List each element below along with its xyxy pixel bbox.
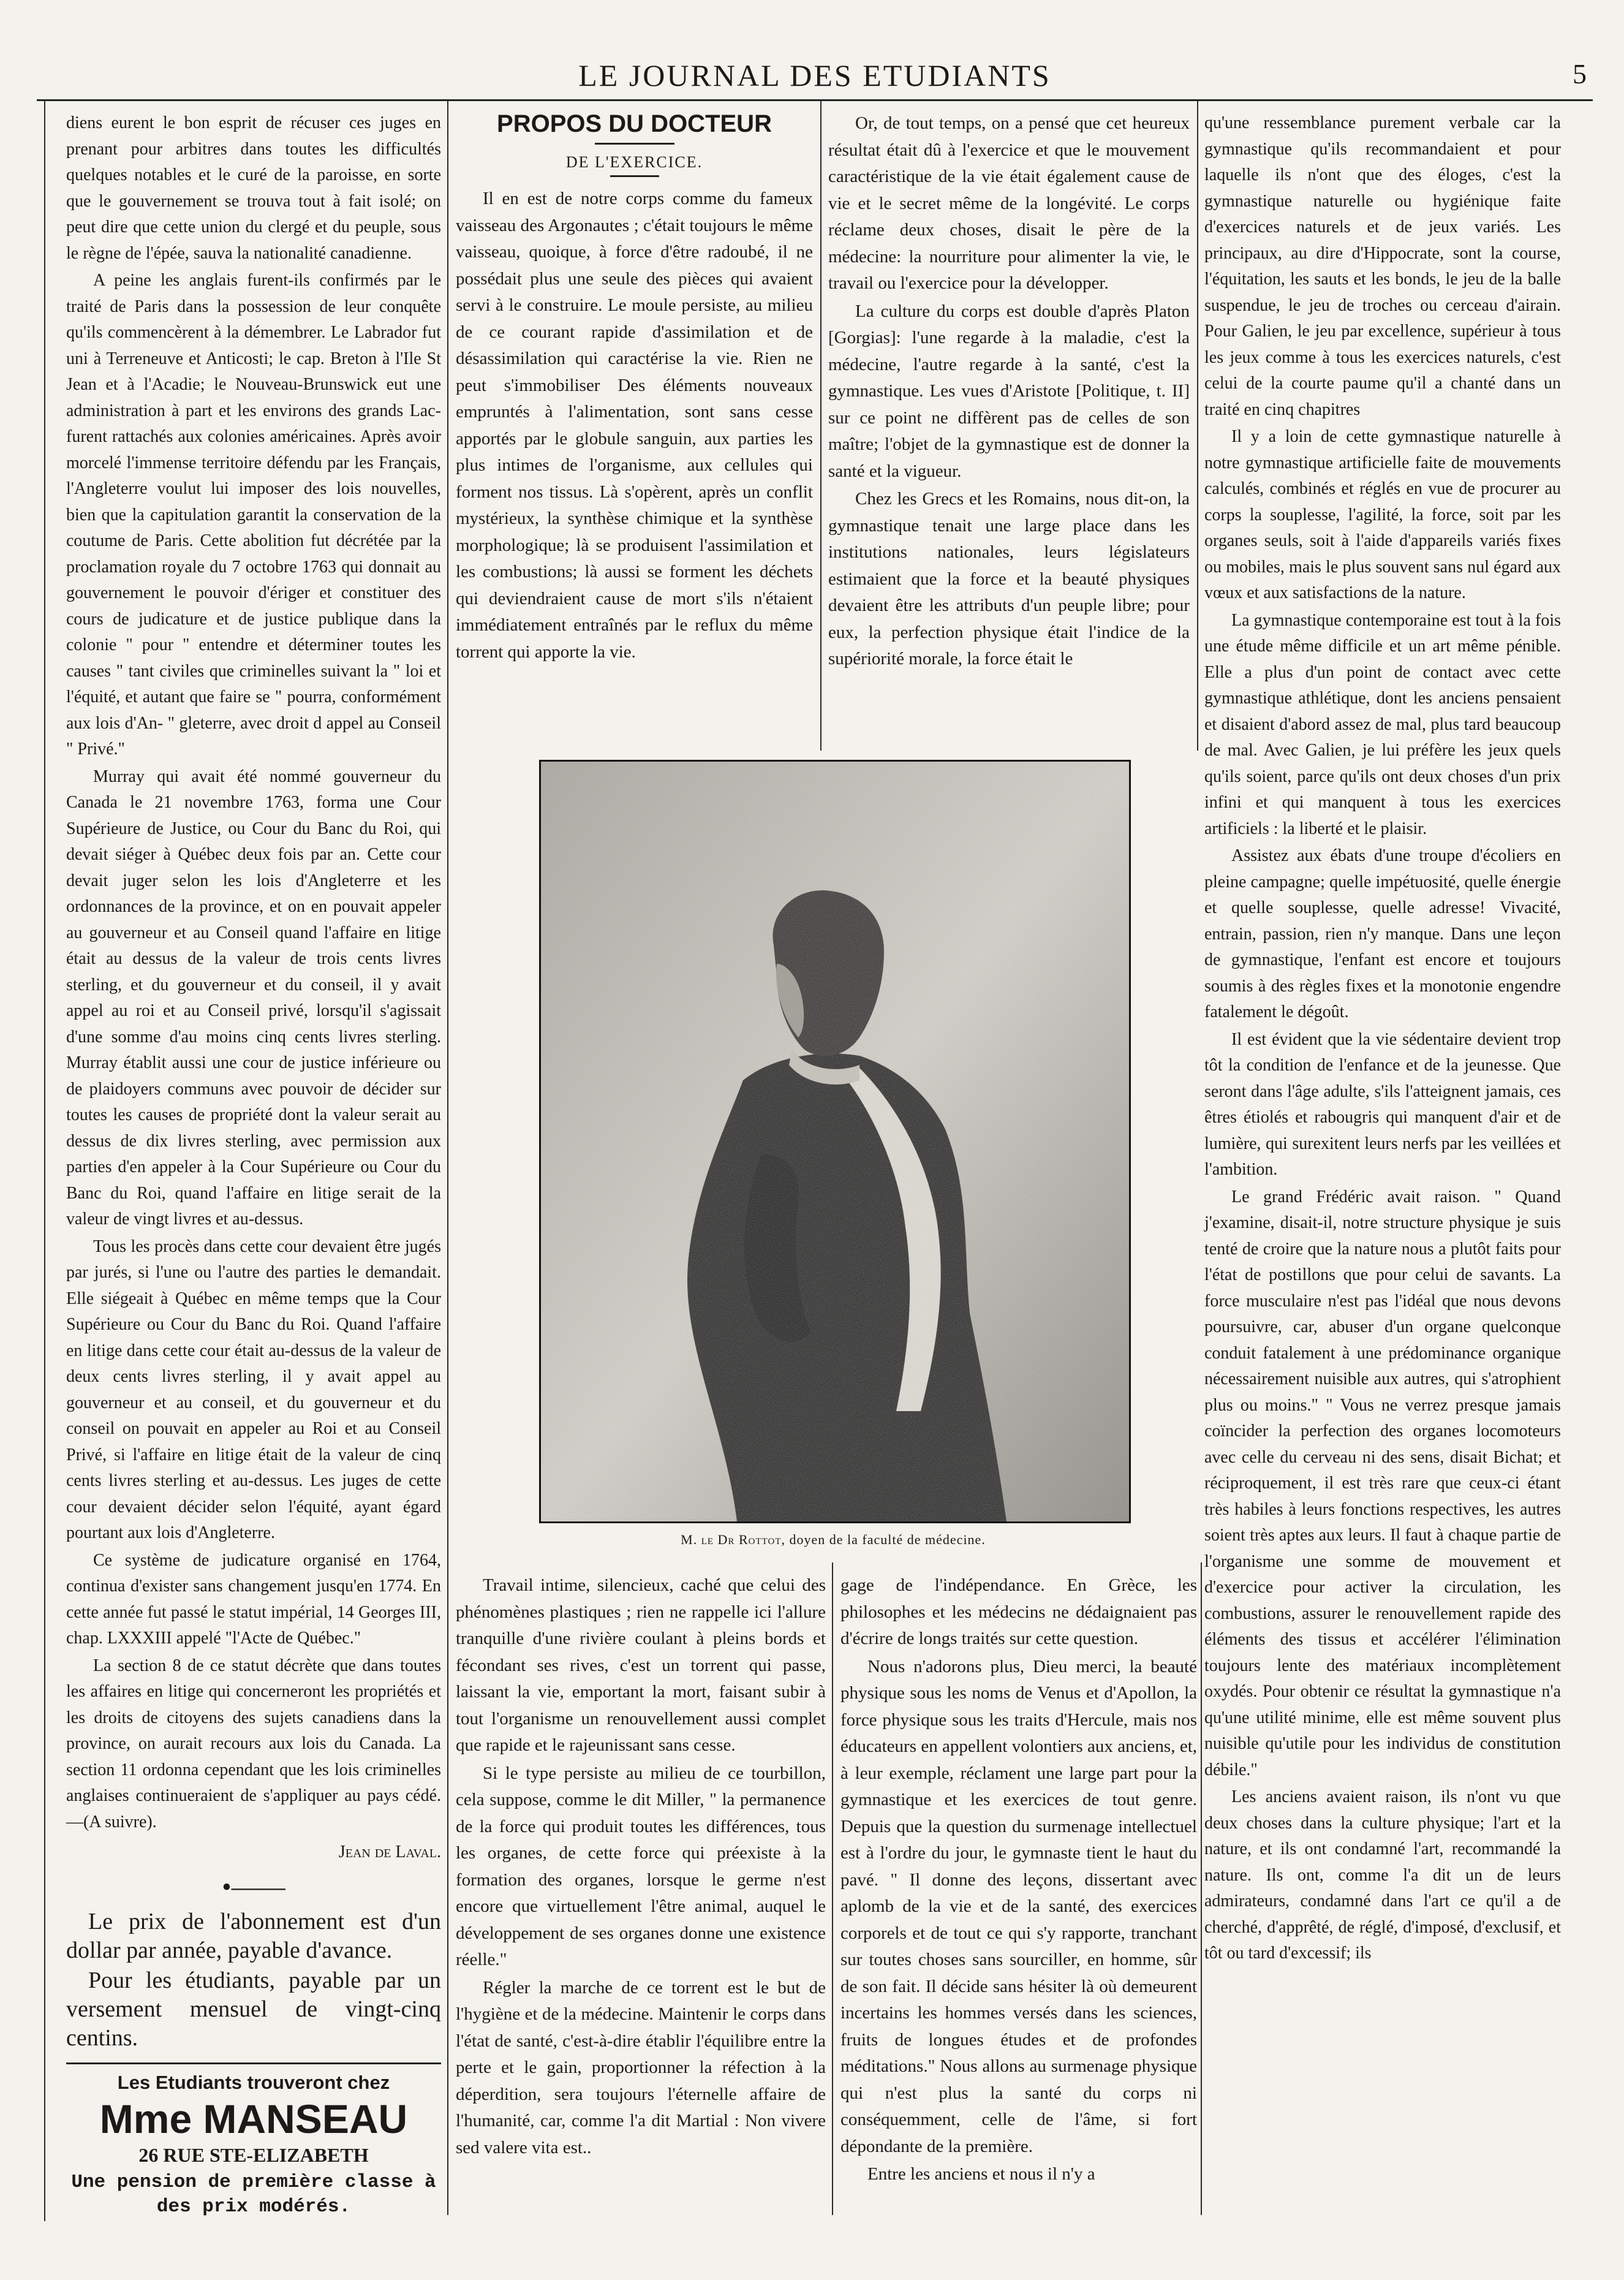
newspaper-title: LE JOURNAL DES ETUDIANTS bbox=[578, 58, 1051, 93]
article-title: PROPOS DU DOCTEUR bbox=[497, 110, 772, 137]
column-rule bbox=[832, 1562, 833, 2215]
page-header bbox=[37, 53, 1593, 101]
portrait-illustration bbox=[541, 762, 1129, 1521]
col2-paragraph: Il en est de notre corps comme du fameux vaisseau des Argonautes ; c'était toujours le même vaisseau, quoique, à force d'être radoubé, il ne possédait plus une seule des pièces qui avaient servi à le construire. Le moule persiste, au milieu de ce courant rapide d'assimilation et de désassimilation qui caractérise la vie. Rien ne peut s'immobiliser Des éléments nouveaux empruntés à l'alimentation, sont sans cesse apportés par le globule sanguin, aux parties les plus intimes de l'organisme, aux cellules qui forment nos tissus. Là s'opèrent, après un conflit mystérieux, la synthèse chimique et la synthèse morphologique; là se produisent l'assimilation et les combustions; là aussi se forment les déchets qui deviendraient cause de mort s'ils n'étaient immédiatement entraînés par le reflux du même torrent qui apporte la vie. bbox=[456, 189, 813, 662]
column-3 bbox=[828, 110, 1190, 674]
col1-paragraph: Tous les procès dans cette cour devaient être jugés par jurés, si l'une ou l'autre des parties le demandait. Elle siégeait à Québec en même temps que la Cour Supérieure ou Cour du Banc du Roi. Quand l'affaire en litige dans cette cour était au-dessus de la valeur de deux cents livres sterling, il y avait appel au gouverneur et au conseil, et du gouverneur et du conseil on pouvait en appeler au Roi et au Conseil Privé, si l'affaire en litige était de la valeur de cinq cents livres sterling et au-dessus. Les juges de cette cour devaient décider selon l'équité, ayant égard pourtant aux lois d'Angleterre. bbox=[66, 1237, 441, 1542]
col4-paragraph: La gymnastique contemporaine est tout à la fois une étude même difficile et un art même pénible. Elle a plus d'un point de contact avec cette gymnastique athlétique, dont les anciens pensaient et disaient d'abord assez de mal, plus tard beaucoup de mal. Avec Galien, je lui préfère les jeux quels qu'ils soient, parce qu'ils ont deux choses d'un prix infini et qui manquent à tous les exercices artificiels : la liberté et le plaisir. bbox=[1204, 610, 1561, 838]
col1-paragraph: A peine les anglais furent-ils confirmés par le traité de Paris dans la possession de leur conquête qu'ils commencèrent à la démembrer. Le Labrador fut uni à Terreneuve et Anticosti; le cap. Breton à l'Ile St Jean et à l'Acadie; le Nouveau-Brunswick eut une administration à part et les environs des grands Lac-furent rattachés aux colonies américaines. Après avoir morcelé l'immense territoire défendu par les Français, l'Angleterre voulut lui imposer des lois nouvelles, bien que la capitulation garantit la conservation de la coutume de Paris. Cette abolition fut décrétée par la proclamation royale du 7 octobre 1763 qui donnait au gouvernement le pouvoir d'ériger et constituer des cours de judicature et de justice publique dans la colonie " pour " entendre et déterminer toutes les causes " tant civiles que criminelles suivant la " loi et l'équité, et autant que faire se " pourra, conformément aux lois d'An- " gleterre, avec droit d appel au Conseil " Privé." bbox=[66, 271, 441, 759]
column-rule bbox=[1197, 101, 1198, 751]
subscription-line: Pour les étudiants, payable par un versement mensuel de vingt-cinq centins. bbox=[66, 1968, 441, 2051]
title-rule bbox=[595, 143, 674, 145]
col1-paragraph: La section 8 de ce statut décrète que dans toutes les affaires en litige qui concerneront les propriétés et les droits de citoyens des sujets canadiens dans la province, on aurait recours aux lois du Canada. La section 11 ordonna cependant que les lois criminelles anglaises continueraient de s'appliquer au pays cédé.—(A suivre). bbox=[66, 1656, 441, 1831]
col5-paragraph: Régler la marche de ce torrent est le but de l'hygiène et de la médecine. Maintenir le corps dans l'état de santé, c'est-à-dire établir l'équilibre entre la perte et le gain, proportionner la réfection à la déperdition, sera toujours l'éternelle affaire de l'humanité, car, comme l'a dit Martial : Non vivere sed valere vita est.. bbox=[456, 1977, 826, 2157]
column-rule bbox=[447, 101, 448, 2215]
article-subtitle: DE L'EXERCICE. bbox=[565, 153, 703, 171]
col4-paragraph: Il est évident que la vie sédentaire devient trop tôt la condition de l'enfance et de la jeunesse. Que seront dans l'âge adulte, s'ils l'atteignent jamais, ces êtres étiolés et rabougris qui manquent d'air et de lumière, qui surexitent leurs nerfs par les veillées et l'ambition. bbox=[1204, 1029, 1561, 1179]
ad-intro: Les Etudiants trouveront chez bbox=[117, 2072, 390, 2093]
col3-paragraph: Or, de tout temps, on a pensé que cet heureux résultat était dû à l'exercice et que le mouvement caractéristique de la vie était également cause de vie et le secret même de la longévité. Le corps réclame deux choses, disait le père de la médecine: la nourriture pour alimenter la vie, le travail ou l'exercice pour la développer. bbox=[828, 113, 1190, 293]
column-1 bbox=[66, 110, 441, 2219]
ad-address: 26 RUE STE-ELIZABETH bbox=[138, 2144, 369, 2166]
col5-paragraph: Si le type persiste au milieu de ce tourbillon, cela suppose, comme le dit Miller, " la permanence de la force qui produit toutes les différences, tous les organes, de cette force qui préexiste à la formation des organes, lorsque le germe n'est encore que virtuellement l'être animal, auquel le développement de ses organes donne une existence réelle." bbox=[456, 1763, 826, 1969]
manseau-advertisement bbox=[66, 2062, 441, 2219]
ad-description: Une pension de première classe à des prix modérés. bbox=[71, 2172, 436, 2218]
portrait-photo bbox=[539, 760, 1131, 1523]
col3-paragraph: La culture du corps est double d'après Platon [Gorgias]: l'une regarde à la maladie, c'est la médecine, l'autre regarde à la santé, c'est la gymnastique. Les vues d'Aristote [Politique, t. II] sur ce point ne diffèrent pas de celles de son maître; l'objet de la gymnastique est de donner la santé et la vigueur. bbox=[828, 301, 1190, 481]
photo-caption bbox=[539, 1532, 1127, 1548]
caption-name: M. le Dr Rottot, bbox=[681, 1532, 786, 1547]
subscription-notice bbox=[66, 1907, 441, 2053]
author-signature: Jean de Laval. bbox=[338, 1843, 441, 1861]
col1-paragraph: diens eurent le bon esprit de récuser ces juges en prenant pour arbitres dans toutes les difficultés quelques notables et le curé de la paroisse, en sorte que le gouvernement se trouva tout à fait isolé; on peut dire que cette union du clergé et du peuple, sous le règne de l'épée, sauva la nationalité canadienne. bbox=[66, 113, 441, 263]
col1-paragraph: Ce système de judicature organisé en 1764, continua d'exister sans changement jusqu'en 1774. En cette année fut passé le statut impérial, 14 Georges III, chap. LXXXIII appelé "l'Acte de Québec." bbox=[66, 1550, 441, 1648]
column-rule bbox=[1201, 1562, 1202, 2215]
col4-paragraph: Il y a loin de cette gymnastique naturelle à notre gymnastique artificielle faite de mouvements calculés, combinés et réglés en vue de procurer au corps la souplesse, l'agilité, la force, soit par les organes seuls, soit à l'aide d'appareils variés fixes ou mobiles, mais le plus souvent sans nul égard aux vœux et aux satisfactions de la nature. bbox=[1204, 427, 1561, 602]
col4-paragraph: Le grand Frédéric avait raison. " Quand j'examine, disait-il, notre structure physique je suis tenté de croire que la nature nous a plutôt faits pour l'état de postillons que pour celui de savants. La force musculaire n'est pas l'idéal que nous devons poursuivre, car, abuser d'un organe quelconque conduit fatalement à une prédominance organique nécessairement nuisible aux autres, qui s'atrophient plus ou moins." " Vous ne verrez presque jamais coïncider la perfection des organes locomoteurs avec celle du cerveau ni des sens, disait Bichat; et réciproquement, il est très rare que ceux-ci étant très habiles à leurs fonctions respectives, les autres soient très aptes aux leurs. Il faut à chaque partie de l'organisme une somme de mouvement et d'exercice pour activer la circulation, les combustions, assurer le renouvellement rapide des éléments des tissus et accélérer l'élimination toujours lente des matériaux incomplètement oxydés. Pour obtenir ce résultat la gymnastique n'a qu'une utilité minime, elle est même souvent plus nuisible qu'utile pour les individus de constitution débile." bbox=[1204, 1187, 1561, 1779]
col6-paragraph: Nous n'adorons plus, Dieu merci, la beauté physique sous les noms de Venus et d'Apollon, la force physique sous les traits d'Hercule, mais nos éducateurs en appellent volontiers aux anciens, et, à leur exemple, réclament une large part pour la gymnastique et les exercices de tout genre. Depuis que la question du surmenage intellectuel est à l'ordre du jour, le gymnaste tient le haut du pavé. " Il donne des leçons, dissertant avec aplomb de la vie et de la santé, des exercices corporels et de tout ce qui s'y rapporte, tranchant sur toutes choses sans sourciller, en homme, sûr de son fait. Il décide sans hésiter là où demeurent incertains les hommes versés dans les sciences, fruits de longues études et de profondes méditations." Nous allons au surmenage physique qui n'est plus la santé du corps ni conséquemment, celle de l'âme, si fort dépondante de la première. bbox=[840, 1656, 1197, 2156]
subscription-line: Le prix de l'abonnement est d'un dollar par année, payable d'avance. bbox=[66, 1909, 441, 1963]
page-number: 5 bbox=[1573, 58, 1587, 89]
caption-text: doyen de la faculté de médecine. bbox=[785, 1532, 986, 1547]
column-2 bbox=[456, 110, 813, 667]
ad-name: Mme MANSEAU bbox=[99, 2096, 408, 2142]
col4-paragraph: qu'une ressemblance purement verbale car la gymnastique qu'ils recommandaient et pour laquelle ils n'ont que des éloges, c'est la gymnastique naturelle ou hygiénique faite d'exercices naturels et de jeux variés. Les principaux, au dire d'Hippocrate, sont la course, l'équitation, les sauts et les bonds, le jeu de la balle suspendue, le jeu de troches ou cerceau d'airain. Pour Galien, le jeu par excellence, supérieur à tous les jeux comme à tous les exercices naturels, c'est celui de la courte paume qu'il a chanté dans un traité en cinq chapitres bbox=[1204, 113, 1561, 419]
col5-paragraph: Travail intime, silencieux, caché que celui des phénomènes plastiques ; rien ne rappelle ici l'allure tranquille d'une rivière coulant à pleins bords et fécondant ses rives, c'est un torrent qui passe, laissant la vie, emportant la mort, faisant subir à tout l'organisme un renouvellement aussi complet que rapide et le rajeunissant sans cesse. bbox=[456, 1575, 826, 1755]
page-left-rule bbox=[44, 101, 45, 2221]
column-5 bbox=[456, 1572, 826, 2162]
ornament-divider: •—— bbox=[222, 1872, 285, 1902]
col6-paragraph: Entre les anciens et nous il n'y a bbox=[867, 2164, 1095, 2184]
column-4 bbox=[1204, 110, 1561, 1968]
col4-paragraph: Les anciens avaient raison, ils n'ont vu que deux choses dans la culture physique; l'art et la nature, et ils ont condamné l'art, recommandé la nature. Ils ont, comme l'a dit un de leurs admirateurs, condamné dans l'art ce qu'il a de cherché, d'apprêté, de réglé, d'imposé, d'exclusif, et tôt ou tard d'excessif; ils bbox=[1204, 1787, 1561, 1963]
column-rule bbox=[820, 101, 821, 751]
col4-paragraph: Assistez aux ébats d'une troupe d'écoliers en pleine campagne; quelle impétuosité, quelle énergie et quelle souplesse, quelle adresse! Vivacité, entrain, passion, rien n'y manque. Dans une leçon de gymnastique, l'enfant est encore et toujours soumis à des règles fixes et la monotonie engendre fatalement le dégoût. bbox=[1204, 846, 1561, 1021]
col3-paragraph: Chez les Grecs et les Romains, nous dit-on, la gymnastique tenait une large place dans les institutions nationales, leurs législateurs estimaient que la force et la beauté physiques devaient être les attributs d'un peuple libre; pour eux, la perfection physique était l'indice de la supériorité morale, la force était le bbox=[828, 489, 1190, 668]
col1-paragraph: Murray qui avait été nommé gouverneur du Canada le 21 novembre 1763, forma une Cour Supérieure de Justice, ou Cour du Banc du Roi, qui devait siéger à Québec deux fois par an. Cette cour devait juger selon les lois d'Angleterre et les ordonnances de la province, et on en pouvait appeler au gouverneur et au Conseil quand l'affaire en litige était au dessus de la valeur de trois cents livres sterling, et du gouverneur et du conseil, il y avait appel au roi et au Conseil privé, lorsqu'il s'agissait d'une somme d'au moins cinq cents livres sterling. Murray établit aussi une cour de justice inférieure ou de plaidoyers communs avec pouvoir de décider sur toutes les causes de propriété dont la valeur serait au dessus de dix livres sterling, avec permission aux parties d'en appeler à la Cour Supérieure ou Cour du Banc du Roi, quand l'affaire en litige serait de la valeur de vingt livres et au-dessus. bbox=[66, 767, 441, 1229]
column-6 bbox=[840, 1572, 1197, 2189]
subtitle-rule bbox=[610, 175, 659, 177]
col6-paragraph: gage de l'indépendance. En Grèce, les philosophes et les médecins ne dédaignaient pas d'écrire de longs traités sur cette question. bbox=[840, 1575, 1197, 1648]
